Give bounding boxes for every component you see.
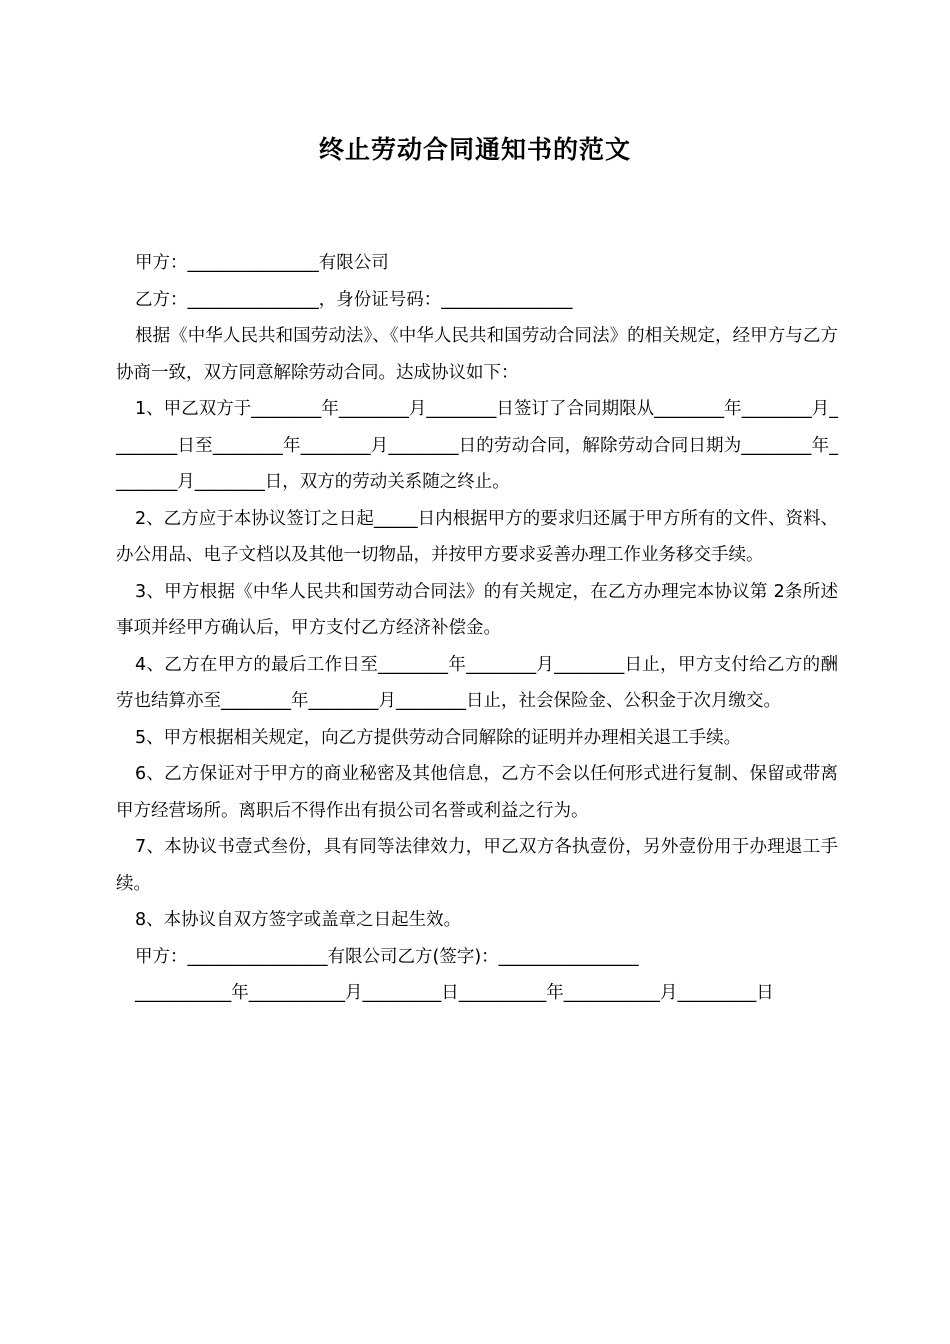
party-b-line: 乙方：_______________，身份证号码：_______________ <box>135 289 573 310</box>
clause-8: 8、本协议自双方签字或盖章之日起生效。 <box>135 910 462 930</box>
signature-line: 甲方：________________有限公司乙方(签字)：________________ <box>135 946 639 967</box>
document-body <box>116 245 838 1012</box>
clause-3: 3、甲方根据《中华人民共和国劳动合同法》的有关规定，在乙方办理完本协议第 2条所述事项并经甲方确认后，甲方支付乙方经济补偿金。 <box>116 581 838 638</box>
clause-2: 2、乙方应于本协议签订之日起_____日内根据甲方的要求归还属于甲方所有的文件、资料、办公用品、电子文档以及其他一切物品，并按甲方要求妥善办理工作业务移交手续。 <box>116 508 838 565</box>
clause-5: 5、甲方根据相关规定，向乙方提供劳动合同解除的证明并办理相关退工手续。 <box>135 727 742 748</box>
clause-1: 1、甲乙双方于________年________月________日签订了合同期限从________年________月________日至________年________月________日的劳动合同，解除劳动合同日期为________年________月________日，双方的劳动关系随之终止。 <box>116 399 838 492</box>
document-title: 终止劳动合同通知书的范文 <box>318 135 631 164</box>
preamble-paragraph: 根据《中华人民共和国劳动法》、《中华人民共和国劳动合同法》的相关规定，经甲方与乙方协商一致，双方同意解除劳动合同。达成协议如下： <box>116 326 838 383</box>
party-a-line: 甲方：_______________有限公司 <box>135 253 389 273</box>
clause-7: 7、本协议书壹式叁份，具有同等法律效力，甲乙双方各执壹份，另外壹份用于办理退工手续。 <box>116 837 838 894</box>
signature-date-line: ___________年___________月_________日__________年___________月_________日 <box>135 983 774 1003</box>
clause-6: 6、乙方保证对于甲方的商业秘密及其他信息，乙方不会以任何形式进行复制、保留或带离甲方经营场所。离职后不得作出有损公司名誉或利益之行为。 <box>116 764 838 821</box>
clause-4: 4、乙方在甲方的最后工作日至________年________月________日止，甲方支付给乙方的酬劳也结算亦至________年________月________日止，社会保险金、公积金于次月缴交。 <box>116 654 838 711</box>
